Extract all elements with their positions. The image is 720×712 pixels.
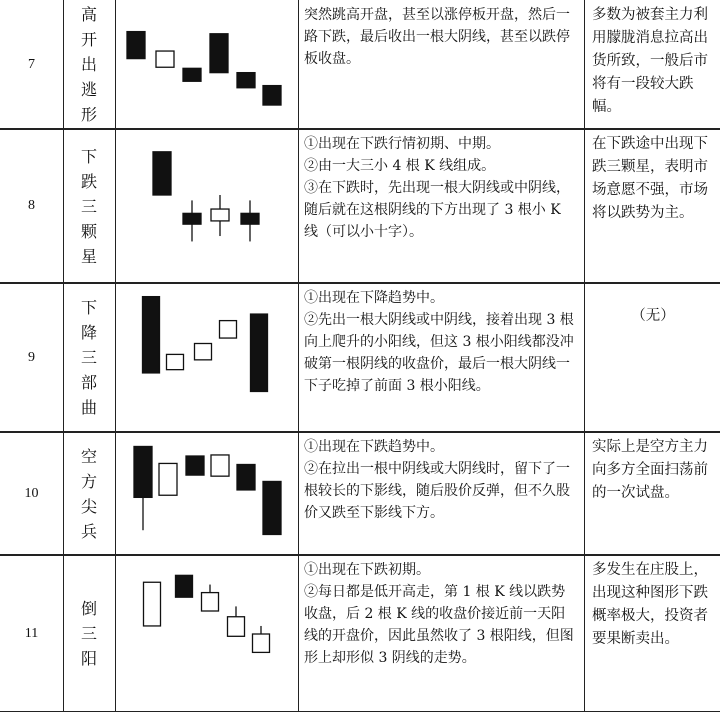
candlestick-black (241, 200, 259, 241)
table-row (0, 283, 720, 432)
pattern-number: 8 (28, 198, 35, 213)
pattern-number: 11 (24, 625, 39, 641)
pattern-note: 实际上是空方主力向多方全面扫荡前的一次试盘。 (592, 439, 708, 501)
pattern-note: 在下跌途中出现下跌三颗星，表明市场意愿不强，市场将以跌势为主。 (592, 136, 708, 221)
candlestick-white (253, 626, 270, 652)
pattern-note: （无） (631, 308, 675, 324)
candlestick-black (237, 73, 255, 88)
candle-body (251, 314, 268, 391)
candle-body (127, 32, 145, 59)
pattern-number: 7 (28, 56, 35, 72)
candle-body (220, 321, 237, 338)
candlestick-white (195, 344, 212, 360)
candlestick-white (202, 585, 219, 611)
pattern-description (298, 555, 584, 712)
candlestick-figure (115, 283, 298, 432)
description-line: ①出现在下跌初期。 (304, 562, 430, 578)
candle-body (228, 617, 245, 637)
pattern-name: 高开出逃形 (80, 5, 97, 124)
column-divider (298, 0, 299, 712)
description-line: ①出现在下降趋势中。 (304, 290, 444, 306)
pattern-name: 空方尖兵 (80, 446, 97, 541)
row-divider (0, 282, 720, 284)
candlestick-figure (115, 129, 298, 283)
candlestick-figure (115, 0, 298, 129)
candle-body (144, 582, 161, 626)
description-line: ②由一大三小 4 根 K 线组成。 (304, 158, 496, 174)
candle-body (211, 209, 229, 221)
table-row (0, 555, 720, 712)
table-row (0, 432, 720, 555)
candle-body (153, 152, 171, 195)
row-divider (0, 431, 720, 433)
description-line: ②在拉出一根中阴线或大阴线时，留下了一根较长的下影线，随后股价反弹，但不久股价又跌至下影线下方。 (304, 461, 570, 521)
candle-body (202, 593, 219, 611)
candle-body (237, 465, 255, 490)
row-divider (0, 554, 720, 556)
candle-body (183, 213, 201, 224)
candle-body (263, 86, 281, 105)
candlestick-black (153, 152, 171, 195)
candle-body (237, 73, 255, 88)
candlestick-black (251, 314, 268, 391)
candlestick-black (263, 481, 281, 534)
candle-body (263, 481, 281, 534)
candle-body (156, 51, 174, 67)
candle-body (134, 446, 152, 497)
candlestick-black (210, 34, 228, 73)
candlestick-white (228, 606, 245, 636)
candlestick-white (159, 463, 177, 495)
description-line: ②先出一根大阴线或中阴线，接着出现 3 根向上爬升的小阳线，但这 3 根小阳线都没冲破第一根阴线的收盘价，最后一根大阴线一下子吃掉了前面 3 根小阳线。 (304, 312, 574, 394)
table-row (0, 129, 720, 283)
pattern-description (298, 283, 584, 432)
column-divider (63, 0, 64, 712)
row-divider (0, 128, 720, 130)
candlestick-white (144, 582, 161, 626)
candlestick-black (237, 465, 255, 490)
candle-body (176, 575, 193, 597)
candle-body (183, 68, 201, 81)
column-divider (115, 0, 116, 712)
candlestick-black (263, 86, 281, 105)
candlestick-black (183, 68, 201, 81)
candlestick-white (211, 455, 229, 476)
candle-body (210, 34, 228, 73)
description-line: ②每日都是低开高走，第 1 根 K 线以跌势收盘，后 2 根 K 线的收盘价接近前一天阳线的开盘价，因此虽然收了 3 根阳线，但图形上却形似 3 阴线的走势。 (304, 584, 574, 666)
candlestick-white (211, 195, 229, 236)
column-divider (584, 0, 585, 712)
candlestick-black (134, 446, 152, 530)
candlestick-black (143, 297, 160, 373)
pattern-note: 多发生在庄股上，出现这种图形下跌概率极大，投资者要果断卖出。 (592, 562, 708, 647)
candle-body (253, 634, 270, 652)
pattern-name: 倒三阳 (80, 599, 97, 668)
table-row (0, 0, 720, 129)
pattern-name: 下跌三颗星 (80, 146, 97, 266)
description-line: ③在下跌时，先出现一根大阴线或中阴线，随后就在这根阴线的下方出现了 3 根小 K 线（可以小十字）。 (304, 180, 570, 240)
pattern-number: 9 (28, 349, 35, 365)
pattern-description (298, 129, 584, 283)
pattern-note: 多数为被套主力利用朦胧消息拉高出货所致，一般后市将有一段较大跌幅。 (592, 7, 708, 115)
candlestick-white (156, 51, 174, 67)
candle-body (241, 213, 259, 224)
candle-body (211, 455, 229, 476)
candle-body (167, 354, 184, 369)
description-line: ①出现在下跌行情初期、中期。 (304, 136, 500, 152)
candle-body (159, 463, 177, 495)
pattern-description (298, 432, 584, 555)
candlestick-figure (115, 432, 298, 555)
description-line: ①出现在下跌趋势中。 (304, 439, 444, 455)
candlestick-white (220, 321, 237, 338)
candle-body (186, 456, 204, 475)
pattern-name: 下降三部曲 (80, 298, 97, 417)
candlestick-figure (115, 555, 298, 712)
candlestick-black (127, 32, 145, 59)
description-line: 突然跳高开盘，甚至以涨停板开盘，然后一路下跌，最后收出一根大阴线，甚至以跌停板收盘。 (304, 7, 570, 67)
candle-body (143, 297, 160, 373)
candlestick-black (176, 575, 193, 597)
candle-body (195, 344, 212, 360)
candlestick-white (167, 354, 184, 369)
candlestick-black (186, 456, 204, 475)
pattern-number: 10 (24, 485, 39, 501)
candlestick-black (183, 200, 201, 241)
pattern-description (298, 0, 584, 129)
